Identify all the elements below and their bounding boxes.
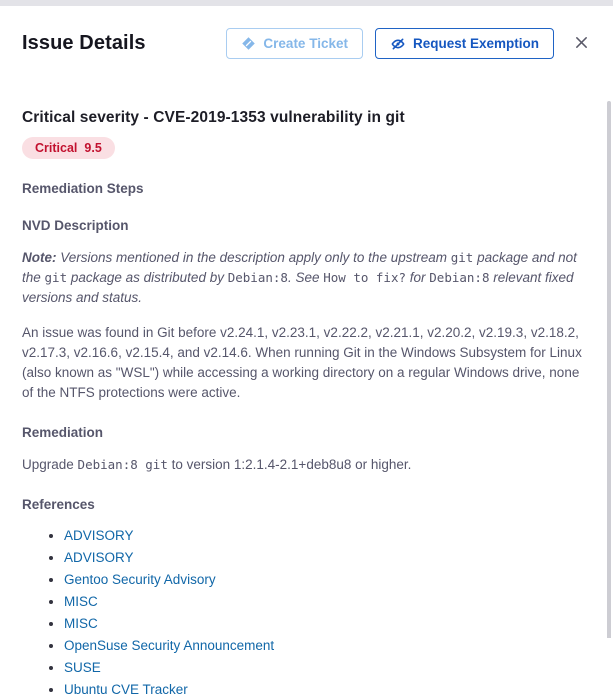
reference-link[interactable]: MISC [64, 616, 98, 632]
create-ticket-button[interactable] [226, 28, 363, 59]
reference-item [64, 637, 589, 655]
reference-item [64, 549, 589, 567]
issue-details-panel [0, 6, 613, 698]
remediation-steps-heading: Remediation Steps [22, 181, 144, 196]
reference-link[interactable]: MISC [64, 593, 98, 609]
reference-link[interactable]: Ubuntu CVE Tracker [64, 682, 188, 698]
nvd-description-heading: NVD Description [22, 218, 129, 233]
references-list [22, 527, 589, 699]
reference-link[interactable]: SUSE [64, 660, 101, 676]
eye-slash-icon [390, 36, 406, 52]
reference-item [64, 615, 589, 633]
request-exemption-label: Request Exemption [412, 36, 539, 51]
issue-title: Critical severity - CVE-2019-1353 vulnerability in git [22, 109, 405, 126]
references-heading: References [22, 496, 95, 512]
diamond-ticket-icon [241, 36, 256, 51]
reference-link[interactable]: Gentoo Security Advisory [64, 571, 216, 587]
note-paragraph: Note: Versions mentioned in the description apply only to the upstream git package and not the git package as distributed by Debian:8. See How to fix? for Debian:8 relevant fixed versions and status. [22, 250, 577, 305]
remediation-heading: Remediation [22, 424, 104, 440]
close-icon [574, 35, 589, 53]
panel-title: Issue Details [22, 32, 146, 54]
reference-link[interactable]: OpenSuse Security Announcement [64, 638, 275, 654]
severity-label: Critical [35, 141, 78, 155]
reference-link[interactable]: ADVISORY [64, 549, 134, 565]
reference-item [64, 659, 589, 677]
reference-item [64, 681, 589, 699]
remediation-paragraph: Upgrade Debian:8 git to version 1:2.1.4-2.1+deb8u8 or higher. [22, 456, 412, 472]
scroll-content[interactable] [0, 59, 613, 699]
create-ticket-label: Create Ticket [263, 36, 348, 51]
reference-item [64, 593, 589, 611]
severity-badge [22, 137, 115, 159]
reference-item [64, 571, 589, 589]
severity-score: 9.5 [84, 141, 102, 155]
panel-header [0, 6, 613, 59]
close-button[interactable] [572, 33, 591, 55]
vertical-scrollbar[interactable] [607, 101, 611, 638]
reference-item [64, 527, 589, 545]
request-exemption-button[interactable] [375, 28, 554, 59]
reference-link[interactable]: ADVISORY [64, 527, 134, 543]
header-actions [226, 28, 591, 59]
description-paragraph: An issue was found in Git before v2.24.1, v2.23.1, v2.22.2, v2.21.1, v2.20.2, v2.19.3, v2.18.2, v2.17.3, v2.16.6, v2.15.4, and v2.14.6. When running Git in the Windows Subsystem for Linux (also known as "WSL") while accessing a working directory on a regular Windows drive, none of the NTFS protections were active. [22, 324, 582, 400]
